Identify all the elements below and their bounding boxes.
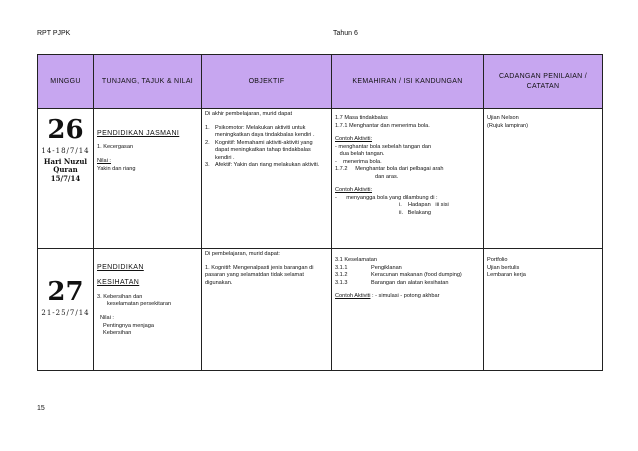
col-header-kemahiran: KEMAHIRAN / ISI KANDUNGAN xyxy=(332,55,484,109)
col-header-cadangan: CADANGAN PENILAIAN / CATATAN xyxy=(484,55,603,109)
objektif-intro: Di pembelajaran, murid dapat: xyxy=(205,251,280,257)
assessment-item: Lembaran kerja xyxy=(487,272,526,279)
table-header-row xyxy=(38,55,603,109)
activity-line: - menyangga bola yang dilambung di : xyxy=(335,194,438,201)
nilai-text: Pentingnya menjaga Kebersihan xyxy=(103,322,155,337)
topic-text: 3. Kebersihan dan xyxy=(97,293,143,300)
objektif-list xyxy=(205,125,328,170)
contoh-text: : - simulasi - potong akhbar xyxy=(370,293,440,300)
skill-list xyxy=(335,265,480,288)
nilai-label: Nilai : xyxy=(100,314,114,321)
week-date: 21-25/7/14 xyxy=(41,309,90,317)
subject-title: PENDIDIKAN xyxy=(97,264,144,271)
week-date: 14-18/7/14 xyxy=(41,147,90,155)
doc-header-right: Tahun 6 xyxy=(333,30,358,37)
list-item: 3.1.2 Keracunan makanan (food dumping) xyxy=(335,272,462,279)
subject-title: KESIHATAN xyxy=(97,279,140,287)
skill-heading: 3.1 Keselamatan xyxy=(335,257,377,263)
week-number: 26 xyxy=(47,115,84,145)
nilai-label: Nilai : xyxy=(97,157,111,164)
col-header-tunjang: TUNJANG, TAJUK & NILAI xyxy=(94,55,202,109)
topic-text: keselamatan persekitaran xyxy=(107,301,172,308)
doc-header-left: RPT PJPK xyxy=(37,30,71,37)
assessment-item: (Rujuk lampiran) xyxy=(487,122,529,129)
list-item: 2. Kognitif: Memahami aktiviti-aktiviti yang dapat meningkatkan tahap tindakbalas kendiri . xyxy=(205,139,313,161)
table-row xyxy=(38,109,603,249)
week-cell xyxy=(38,109,94,249)
activity-line: dua belah tangan. xyxy=(335,151,385,158)
skill-heading: 1.7 Masa tindakbalas xyxy=(335,115,388,121)
col-header-minggu: MINGGU xyxy=(38,55,94,109)
subject-title: PENDIDIKAN JASMANI xyxy=(97,130,180,137)
week-number: 27 xyxy=(47,277,84,307)
contoh-label: Contoh Aktiviti: xyxy=(335,187,372,194)
assessment-item: Ujian Nelson xyxy=(487,115,519,121)
contoh-label: Contoh Aktiviti: xyxy=(335,136,372,143)
skill-sub: 1.7.2 Menghantar bola dari pelbagai arah xyxy=(335,166,444,173)
kemahiran-cell xyxy=(332,249,484,371)
tunjang-cell xyxy=(94,249,202,371)
week-cell xyxy=(38,249,94,371)
list-item: 3. Afektif: Yakin dan riang melakukan aktiviti. xyxy=(205,162,320,169)
assessment-item: Ujian bertulis xyxy=(487,264,520,271)
tunjang-cell xyxy=(94,109,202,249)
assessment-item: Portfolio xyxy=(487,257,508,263)
kemahiran-cell xyxy=(332,109,484,249)
activity-sub: ii. Belakang xyxy=(399,210,432,217)
list-item: 3.1.1 Pengiklanan xyxy=(335,264,402,271)
page-number: 15 xyxy=(37,405,45,412)
objektif-intro: Di akhir pembelajaran, murid dapat xyxy=(205,111,293,117)
nilai-text: Yakin dan riang xyxy=(97,165,136,172)
list-item: 1. Psikomotor: Melakukan aktiviti untuk meningkatkan daya tindakbalas kendiri . xyxy=(205,124,315,139)
topic-text: 1. Kecergasan xyxy=(97,144,134,151)
objektif-cell xyxy=(202,249,332,371)
contoh-line xyxy=(335,293,480,301)
lesson-plan-table xyxy=(37,54,603,371)
table-row xyxy=(38,249,603,371)
cadangan-cell xyxy=(484,249,603,371)
contoh-label: Contoh Aktiviti xyxy=(335,293,371,300)
objektif-body: 1. Kognitif: Mengenalpasti jenis barangan di pasaran yang selamatdan tidak selamat digunakan. xyxy=(205,264,314,286)
list-item: 3.1.3 Barangan dan alatan kesihatan xyxy=(335,279,449,286)
cadangan-cell xyxy=(484,109,603,249)
col-header-objektif: OBJEKTIF xyxy=(202,55,332,109)
skill-sub-cont: dan aras. xyxy=(375,173,399,180)
week-note: Hari Nuzul Quran 15/7/14 xyxy=(43,157,88,183)
skill-sub: 1.7.1 Menghantar dan menerima bola. xyxy=(335,122,430,129)
objektif-cell xyxy=(202,109,332,249)
activity-line: - menerima bola. xyxy=(335,158,382,165)
activity-sub: i. Hadapan iii sisi xyxy=(399,202,449,209)
activity-line: - menghantar bola sebelah tangan dan xyxy=(335,143,432,150)
